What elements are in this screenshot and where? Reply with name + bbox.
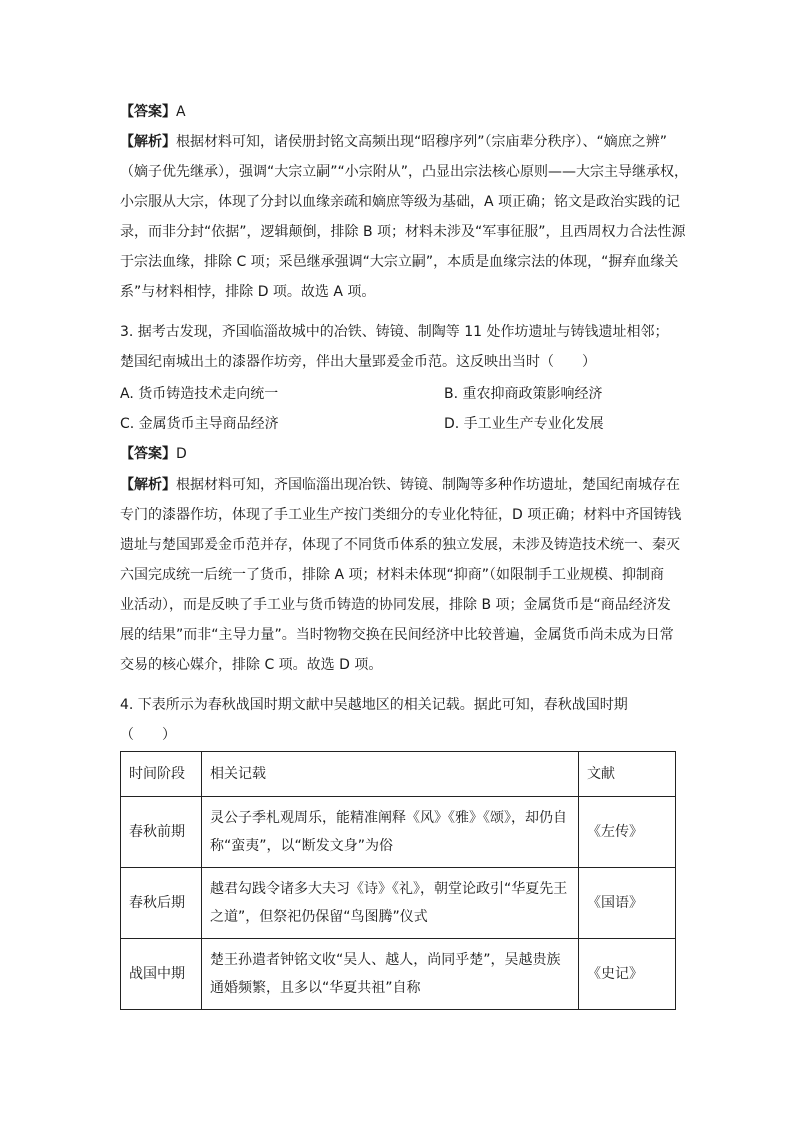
table-row bbox=[121, 868, 676, 939]
answer-value: D bbox=[176, 446, 187, 462]
option-b[interactable]: B. 重农抑商政策影响经济 bbox=[444, 386, 603, 402]
table-row bbox=[121, 939, 676, 1010]
table-header-row bbox=[121, 752, 676, 797]
q2-analysis-line: 系”与材料相悖，排除 D 项。故选 A 项。 bbox=[120, 284, 376, 300]
source-cell: 《左传》 bbox=[579, 797, 676, 868]
source-cell: 《国语》 bbox=[579, 868, 676, 939]
analysis-text: 根据材料可知，诸侯册封铭文高频出现“昭穆序列”（宗庙辈分秩序）、“嫡庶之辨” bbox=[176, 134, 668, 150]
record-cell bbox=[202, 797, 579, 868]
q3-analysis-line: 遗址与楚国郢爰金币范并存，体现了不同货币体系的独立发展，未涉及铸造技术统一、秦灭 bbox=[120, 537, 680, 553]
q3-answer-line bbox=[120, 444, 187, 464]
q2-analysis-line bbox=[120, 132, 667, 152]
q3-analysis-line: 专门的漆器作坊，体现了手工业生产按门类细分的专业化特征，D 项正确；材料中齐国铸钱 bbox=[120, 507, 682, 523]
period-cell: 春秋后期 bbox=[121, 868, 202, 939]
q2-analysis-line: 于宗法血缘，排除 C 项；采邑继承强调“大宗立嗣”，本质是血缘宗法的体现，“摒弃血缘关 bbox=[120, 254, 679, 270]
answer-tag: 【答案】 bbox=[120, 446, 176, 462]
record-cell bbox=[202, 939, 579, 1010]
option-c[interactable]: C. 金属货币主导商品经济 bbox=[120, 416, 279, 432]
q2-analysis-line: （嫡子优先继承），强调“大宗立嗣”“小宗附从”，凸显出宗法核心原则——大宗主导继承权， bbox=[120, 164, 689, 180]
q3-analysis-line: 交易的核心媒介，排除 C 项。故选 D 项。 bbox=[120, 657, 383, 673]
analysis-tag: 【解析】 bbox=[120, 477, 176, 493]
header-source: 文献 bbox=[579, 752, 676, 797]
q4-stem-line: 4. 下表所示为春秋战国时期文献中吴越地区的相关记载。据此可知，春秋战国时期 bbox=[120, 697, 628, 713]
option-a[interactable]: A. 货币铸造技术走向统一 bbox=[120, 386, 279, 402]
record-line: 称“蛮夷”，以“断发文身”为俗 bbox=[210, 838, 394, 854]
q3-analysis-line: 业活动），而是反映了手工业与货币铸造的协同发展，排除 B 项；金属货币是“商品经济发 bbox=[120, 597, 671, 613]
records-table bbox=[120, 751, 676, 1010]
record-line: 之道”，但祭祀仍保留“鸟图腾”仪式 bbox=[210, 909, 428, 925]
answer-value: A bbox=[176, 104, 186, 120]
period-cell: 战国中期 bbox=[121, 939, 202, 1010]
answer-tag: 【答案】 bbox=[120, 104, 176, 120]
record-line: 通婚频繁，且多以“华夏共祖”自称 bbox=[210, 980, 421, 996]
q3-analysis-line: 六国完成统一后统一了货币，排除 A 项；材料未体现“抑商”（如限制手工业规模、抑制商 bbox=[120, 567, 664, 583]
q4-stem-line: （ ） bbox=[120, 727, 176, 743]
record-line: 越君勾践令诸多大夫习《诗》《礼》，朝堂论政引“华夏先王 bbox=[210, 881, 568, 897]
header-period: 时间阶段 bbox=[121, 752, 202, 797]
header-record: 相关记载 bbox=[202, 752, 579, 797]
record-cell bbox=[202, 868, 579, 939]
q3-stem-line: 3. 据考古发现，齐国临淄故城中的冶铁、铸镜、制陶等 11 处作坊遗址与铸钱遗址相邻； bbox=[120, 324, 669, 340]
record-line: 灵公子季札观周乐，能精准阐释《风》《雅》《颂》，却仍自 bbox=[210, 810, 567, 826]
analysis-tag: 【解析】 bbox=[120, 134, 176, 150]
record-line: 楚王孙遣者钟铭文收“吴人、越人，尚同乎楚”，吴越贵族 bbox=[210, 952, 561, 968]
period-cell: 春秋前期 bbox=[121, 797, 202, 868]
q2-analysis-line: 录，而非分封“依据”，逻辑颠倒，排除 B 项；材料未涉及“军事征服”，且西周权力合法性源 bbox=[120, 224, 686, 240]
q3-stem-line: 楚国纪南城出土的漆器作坊旁，伴出大量郢爰金币范。这反映出当时（ ） bbox=[120, 354, 596, 370]
source-cell: 《史记》 bbox=[579, 939, 676, 1010]
q3-analysis-line: 展的结果”而非“主导力量”。当时物物交换在民间经济中比较普遍，金属货币尚未成为日常 bbox=[120, 627, 674, 643]
table-row bbox=[121, 797, 676, 868]
q3-analysis-line bbox=[120, 475, 680, 495]
analysis-text: 根据材料可知，齐国临淄出现冶铁、铸镜、制陶等多种作坊遗址，楚国纪南城存在 bbox=[176, 477, 680, 493]
q2-answer-line bbox=[120, 102, 186, 122]
q2-analysis-line: 小宗服从大宗，体现了分封以血缘亲疏和嫡庶等级为基础，A 项正确；铭文是政治实践的记 bbox=[120, 194, 681, 210]
option-d[interactable]: D. 手工业生产专业化发展 bbox=[444, 416, 604, 432]
